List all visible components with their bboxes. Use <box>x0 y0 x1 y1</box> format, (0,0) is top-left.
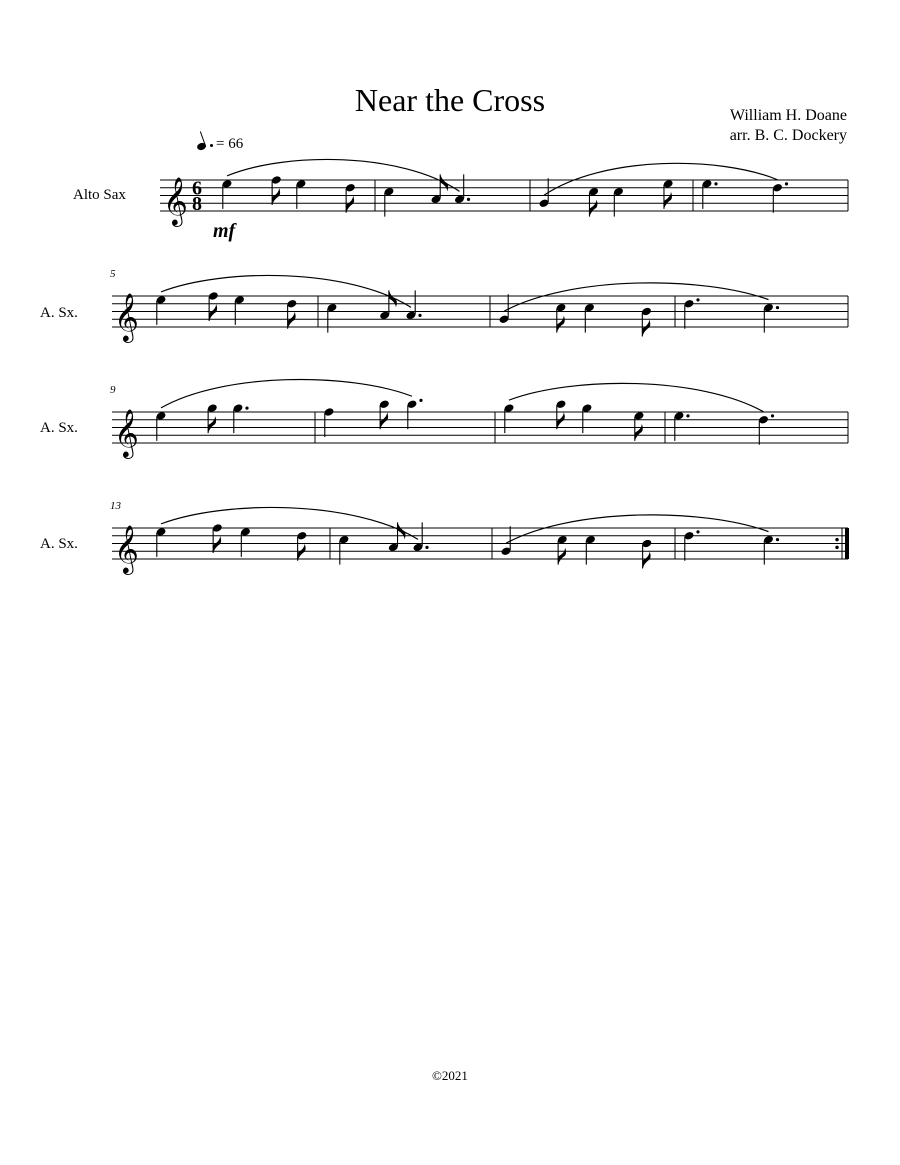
final-barline <box>845 528 849 559</box>
repeat-dot <box>835 546 838 549</box>
note-B4 <box>641 307 652 337</box>
staff-system-1 <box>0 150 900 240</box>
repeat-dot <box>835 538 838 541</box>
score-title: Near the Cross <box>354 82 546 118</box>
note-E5 <box>633 411 644 441</box>
note-G5 <box>207 403 218 433</box>
note-D5 <box>683 530 699 560</box>
note-C5 <box>338 535 349 565</box>
instrument-name-system-4: A. Sx. <box>40 536 78 552</box>
note-E5 <box>663 179 674 209</box>
treble-clef-icon: 𝄞 <box>163 176 188 225</box>
note-E5 <box>221 179 232 209</box>
note-E5 <box>240 527 251 557</box>
note-D5 <box>345 183 356 213</box>
note-C5 <box>557 535 568 565</box>
note-C5 <box>326 303 337 333</box>
note-A5 <box>555 399 566 429</box>
staff-system-4 <box>0 498 900 588</box>
note-D5 <box>286 299 297 329</box>
note-E5 <box>155 527 166 557</box>
note-D5 <box>772 182 788 212</box>
measure-number-5: 5 <box>110 268 116 280</box>
note-E5 <box>673 411 689 441</box>
note-D5 <box>683 298 699 328</box>
measure-number-9: 9 <box>110 384 116 396</box>
slur <box>544 163 778 195</box>
note-E5 <box>701 179 717 209</box>
slur <box>161 507 418 539</box>
note-C5 <box>588 187 599 217</box>
slur <box>161 275 411 307</box>
note-G5 <box>503 403 514 433</box>
note-E5 <box>155 411 166 441</box>
treble-clef-icon: 𝄞 <box>114 292 139 341</box>
note-F5 <box>208 291 219 321</box>
note-C5 <box>584 303 595 333</box>
instrument-name-system-1: Alto Sax <box>73 187 126 203</box>
note-A5 <box>379 399 390 429</box>
note-C5 <box>763 535 779 565</box>
note-B4 <box>641 539 652 569</box>
time-signature-top: 6 <box>192 177 202 200</box>
note-D5 <box>296 531 307 561</box>
note-E5 <box>295 179 306 209</box>
tempo-value: = 66 <box>216 136 244 152</box>
note-G5 <box>232 403 248 433</box>
dynamic-marking: mf <box>213 220 236 242</box>
note-E5 <box>234 295 245 325</box>
note-D5 <box>758 414 774 444</box>
note-F5 <box>271 175 282 205</box>
note-F5 <box>323 407 334 437</box>
slur <box>506 515 769 543</box>
slur <box>509 383 764 411</box>
measure-number-13: 13 <box>110 500 121 512</box>
note-C5 <box>763 303 779 333</box>
note-A5 <box>406 399 422 429</box>
staff-system-2 <box>0 266 900 356</box>
composer-credit: William H. Doane <box>729 107 847 124</box>
treble-clef-icon: 𝄞 <box>114 524 139 573</box>
note-C5 <box>585 535 596 565</box>
note-C5 <box>383 187 394 217</box>
instrument-name-system-2: A. Sx. <box>40 305 78 321</box>
instrument-name-system-3: A. Sx. <box>40 420 78 436</box>
slur <box>227 159 460 191</box>
note-E5 <box>155 295 166 325</box>
slur <box>504 283 769 311</box>
note-A4 <box>379 290 397 320</box>
note-A4 <box>430 174 448 204</box>
staff-system-3 <box>0 382 900 472</box>
time-signature-bottom: 8 <box>192 193 202 215</box>
arranger-credit: arr. B. C. Dockery <box>729 127 847 144</box>
note-C5 <box>555 303 566 333</box>
slur <box>161 379 412 407</box>
note-C5 <box>613 187 624 217</box>
treble-clef-icon: 𝄞 <box>114 408 139 457</box>
note-G5 <box>581 403 592 433</box>
note-F5 <box>212 523 223 553</box>
note-A4 <box>388 522 406 552</box>
copyright-notice: ©2021 <box>432 1068 468 1083</box>
